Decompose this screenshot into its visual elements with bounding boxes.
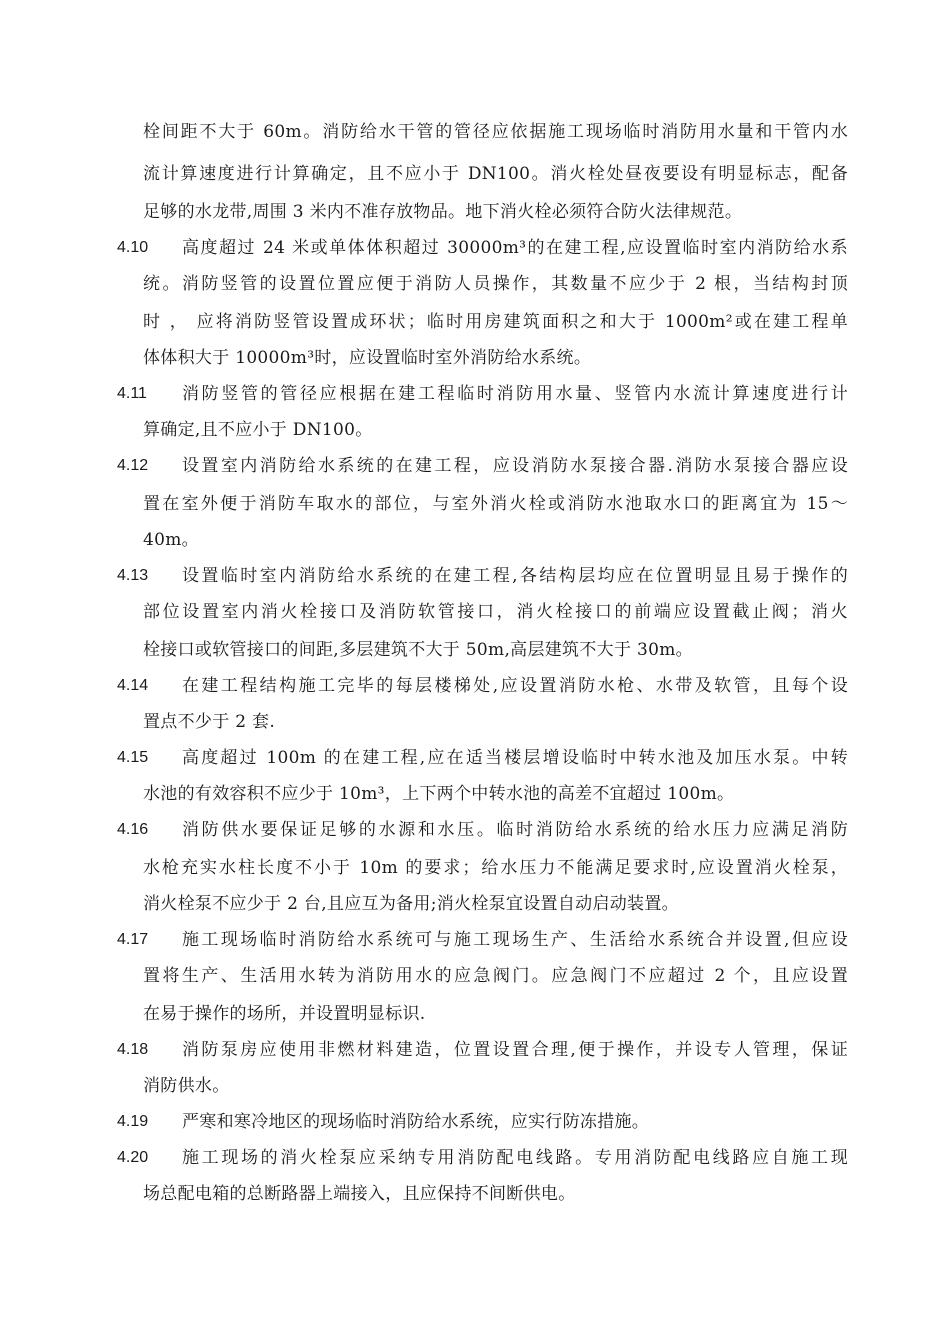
clause-number: 4.19 bbox=[117, 1113, 149, 1130]
paragraph-line: 场总配电箱的总断路器上端接入，且应保持不间断供电。 bbox=[143, 1184, 576, 1204]
paragraph-line: 统。消防竖管的设置位置应便于消防人员操作，其数量不应少于 2 根，当结构封顶 bbox=[143, 274, 848, 294]
paragraph-line: 在建工程结构施工完毕的每层楼梯处,应设置消防水枪、水带及软管，且每个设 bbox=[182, 676, 848, 696]
clause-number: 4.18 bbox=[117, 1041, 149, 1058]
paragraph-line: 栓接口或软管接口的间距,多层建筑不大于 50m,高层建筑不大于 30m。 bbox=[143, 640, 693, 660]
paragraph-line: 置将生产、生活用水转为消防用水的应急阀门。应急阀门不应超过 2 个，且应设置 bbox=[143, 966, 848, 986]
paragraph-line: 算确定,且不应小于 DN100。 bbox=[143, 420, 373, 440]
paragraph-line: 严寒和寒冷地区的现场临时消防给水系统，应实行防冻措施。 bbox=[182, 1112, 650, 1132]
paragraph-line: 消火栓泵不应少于 2 台,且应互为备用;消火栓泵宜设置自动启动装置。 bbox=[143, 894, 679, 914]
clause-number: 4.10 bbox=[117, 239, 149, 256]
clause-number: 4.20 bbox=[117, 1149, 149, 1166]
paragraph-line: 置点不少于 2 套. bbox=[143, 712, 276, 732]
paragraph-line: 流计算速度进行计算确定，且不应小于 DN100。消火栓处昼夜要设有明显标志，配备 bbox=[143, 164, 848, 184]
paragraph-line: 高度超过 100m 的在建工程,应在适当楼层增设临时中转水池及加压水泵。中转 bbox=[182, 748, 848, 768]
paragraph-line: 部位设置室内消火栓接口及消防软管接口，消火栓接口的前端应设置截止阀；消火 bbox=[143, 602, 848, 622]
paragraph-line: 足够的水龙带,周围 3 米内不准存放物品。地下消火栓必须符合防火法律规范。 bbox=[143, 202, 743, 222]
clause-number: 4.13 bbox=[117, 567, 149, 584]
paragraph-line: 施工现场的消火栓泵应采纳专用消防配电线路。专用消防配电线路应自施工现 bbox=[182, 1148, 848, 1168]
paragraph-line: 置在室外便于消防车取水的部位，与室外消火栓或消防水池取水口的距离宜为 15～ bbox=[143, 494, 848, 514]
paragraph-line: 水池的有效容积不应少于 10m³，上下两个中转水池的高差不宜超过 100m。 bbox=[143, 784, 735, 804]
paragraph-line: 设置临时室内消防给水系统的在建工程,各结构层均应在位置明显且易于操作的 bbox=[182, 566, 848, 586]
clause-number: 4.15 bbox=[117, 749, 149, 766]
paragraph-line: 体体积大于 10000m³时，应设置临时室外消防给水系统。 bbox=[143, 348, 592, 368]
paragraph-line: 消防竖管的管径应根据在建工程临时消防用水量、竖管内水流计算速度进行计 bbox=[182, 384, 848, 404]
paragraph-line: 水枪充实水柱长度不小于 10m 的要求；给水压力不能满足要求时,应设置消火栓泵， bbox=[143, 858, 848, 878]
paragraph-line: 时 ， 应将消防竖管设置成环状；临时用房建筑面积之和大于 1000m²或在建工程单 bbox=[143, 312, 848, 332]
clause-number: 4.11 bbox=[117, 385, 147, 402]
clause-number: 4.12 bbox=[117, 457, 149, 474]
paragraph-line: 设置室内消防给水系统的在建工程，应设消防水泵接合器.消防水泵接合器应设 bbox=[182, 456, 848, 476]
paragraph-line: 在易于操作的场所，并设置明显标识. bbox=[143, 1004, 426, 1024]
paragraph-line: 消防供水要保证足够的水源和水压。临时消防给水系统的给水压力应满足消防 bbox=[182, 820, 848, 840]
paragraph-line: 40m。 bbox=[143, 530, 199, 550]
clause-number: 4.14 bbox=[117, 677, 149, 694]
paragraph-line: 消防泵房应使用非燃材料建造，位置设置合理,便于操作，并设专人管理，保证 bbox=[182, 1040, 848, 1060]
paragraph-line: 消防供水。 bbox=[143, 1076, 230, 1096]
clause-number: 4.16 bbox=[117, 821, 149, 838]
paragraph-line: 施工现场临时消防给水系统可与施工现场生产、生活给水系统合并设置,但应设 bbox=[182, 930, 848, 950]
paragraph-line: 栓间距不大于 60m。消防给水干管的管径应依据施工现场临时消防用水量和干管内水 bbox=[143, 122, 848, 142]
paragraph-line: 高度超过 24 米或单体体积超过 30000m³的在建工程,应设置临时室内消防给水系 bbox=[182, 238, 848, 258]
clause-number: 4.17 bbox=[117, 931, 149, 948]
